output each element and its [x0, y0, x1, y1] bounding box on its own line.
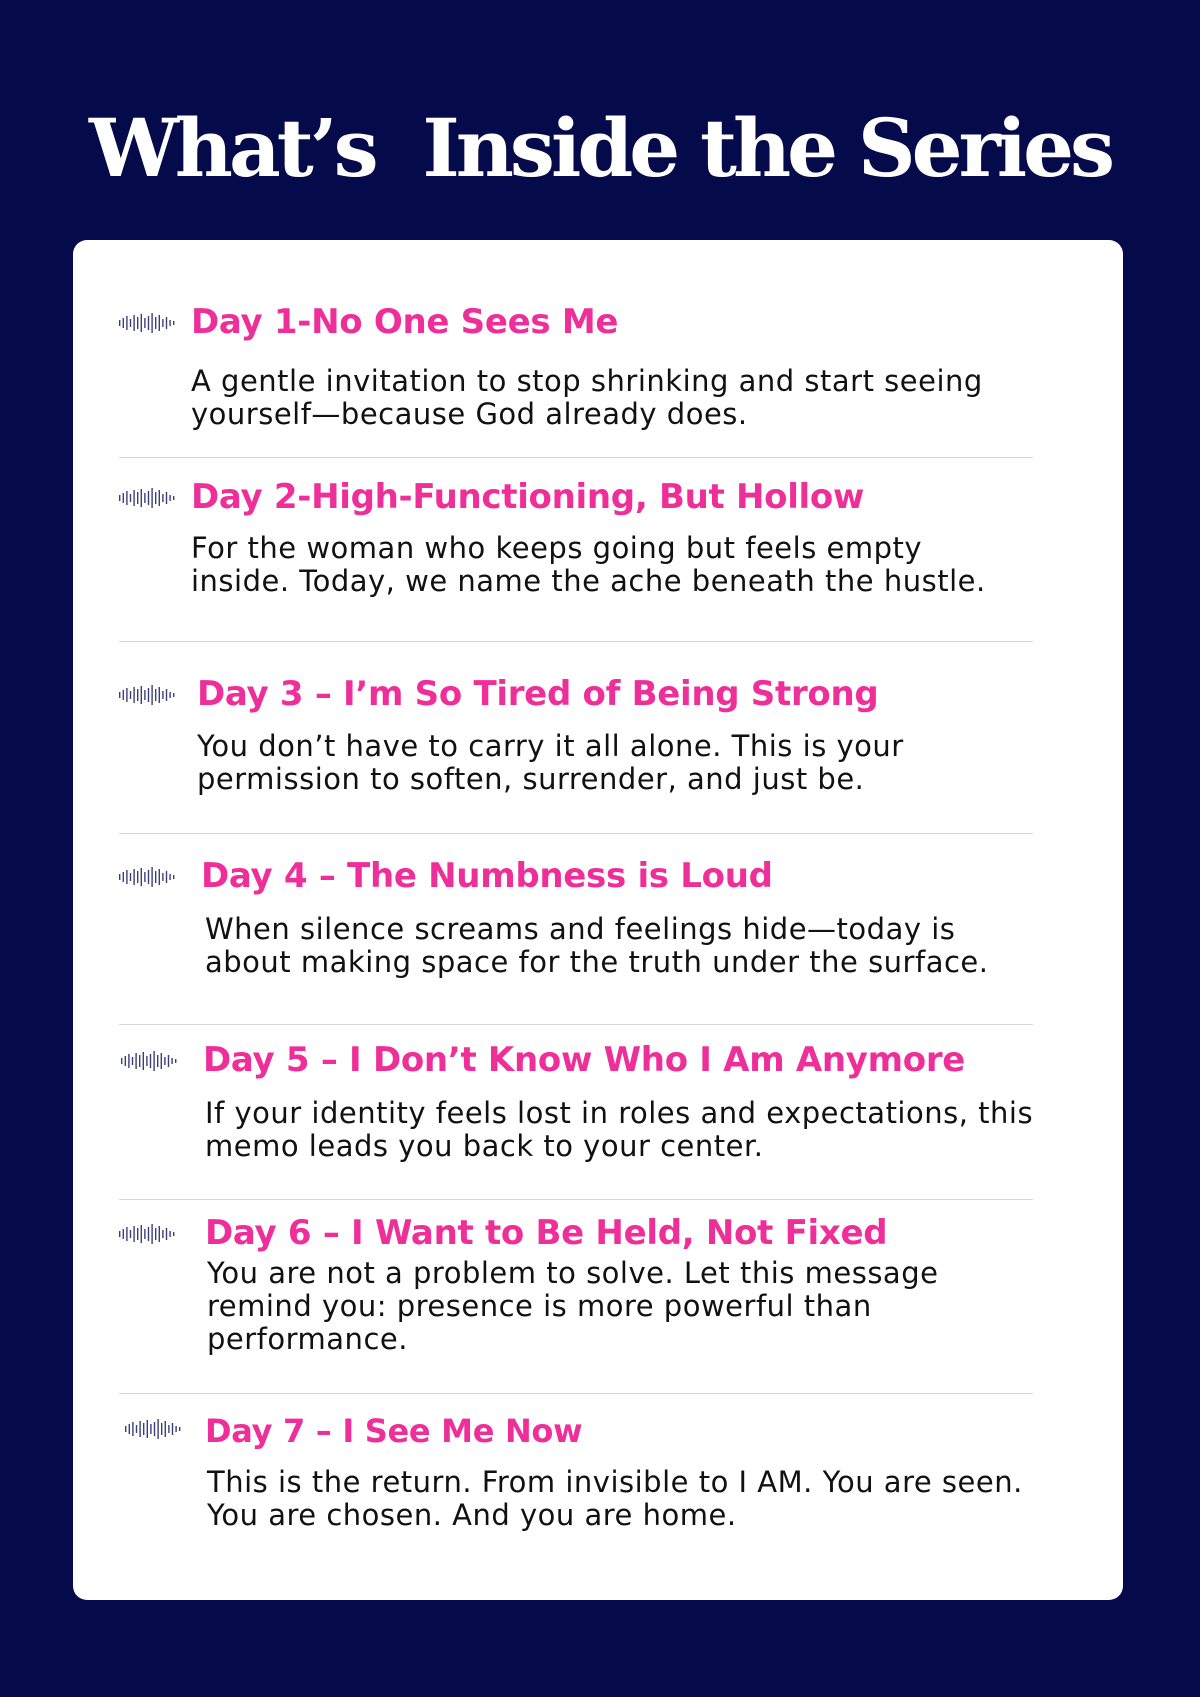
divider	[119, 641, 1033, 642]
divider	[119, 1024, 1033, 1025]
description-line: remind you: presence is more powerful than	[207, 1289, 872, 1323]
description-line: about making space for the truth under the surface.	[205, 945, 989, 979]
divider	[119, 1393, 1033, 1394]
sound-wave-icon	[119, 1223, 179, 1245]
page-title: What’s Inside the Series	[88, 101, 1112, 195]
description-line: When silence screams and feelings hide—today is	[205, 912, 956, 946]
sound-wave-icon	[121, 1050, 181, 1072]
description-line: inside. Today, we name the ache beneath the hustle.	[191, 564, 986, 598]
entry-description	[207, 1257, 1087, 1356]
entry-title: Day 6 – I Want to Be Held, Not Fixed	[205, 1213, 888, 1253]
description-line: yourself—because God already does.	[191, 397, 748, 431]
sound-wave-icon	[119, 684, 179, 706]
divider	[119, 833, 1033, 834]
entry-description	[205, 913, 1085, 979]
description-line: permission to soften, surrender, and just be.	[197, 762, 865, 796]
description-line: A gentle invitation to stop shrinking and start seeing	[191, 364, 983, 398]
description-line: For the woman who keeps going but feels empty	[191, 531, 923, 565]
entry-title: Day 2-High-Functioning, But Hollow	[191, 477, 865, 517]
description-line: You are chosen. And you are home.	[207, 1498, 737, 1532]
description-line: memo leads you back to your center.	[205, 1129, 764, 1163]
entry-title: Day 4 – The Numbness is Loud	[201, 856, 773, 896]
entry-description	[197, 730, 1077, 796]
description-line: performance.	[207, 1322, 408, 1356]
entry-description	[207, 1466, 1087, 1532]
description-line: You don’t have to carry it all alone. This is your	[197, 729, 904, 763]
sound-wave-icon	[119, 487, 179, 509]
description-line: You are not a problem to solve. Let this message	[207, 1256, 939, 1290]
sound-wave-icon	[119, 866, 179, 888]
description-line: If your identity feels lost in roles and expectations, this	[205, 1096, 1034, 1130]
entry-description	[191, 532, 1071, 598]
entry-description	[205, 1097, 1105, 1163]
divider	[119, 457, 1033, 458]
sound-wave-icon	[125, 1418, 185, 1440]
entry-title: Day 5 – I Don’t Know Who I Am Anymore	[203, 1040, 966, 1080]
divider	[119, 1199, 1033, 1200]
entry-title: Day 1-No One Sees Me	[191, 302, 619, 342]
entry-description	[191, 365, 1071, 431]
description-line: This is the return. From invisible to I AM. You are seen.	[207, 1465, 1023, 1499]
series-card	[73, 240, 1123, 1600]
entry-title: Day 3 – I’m So Tired of Being Strong	[197, 674, 879, 714]
entry-title: Day 7 – I See Me Now	[205, 1412, 583, 1450]
sound-wave-icon	[119, 312, 179, 334]
